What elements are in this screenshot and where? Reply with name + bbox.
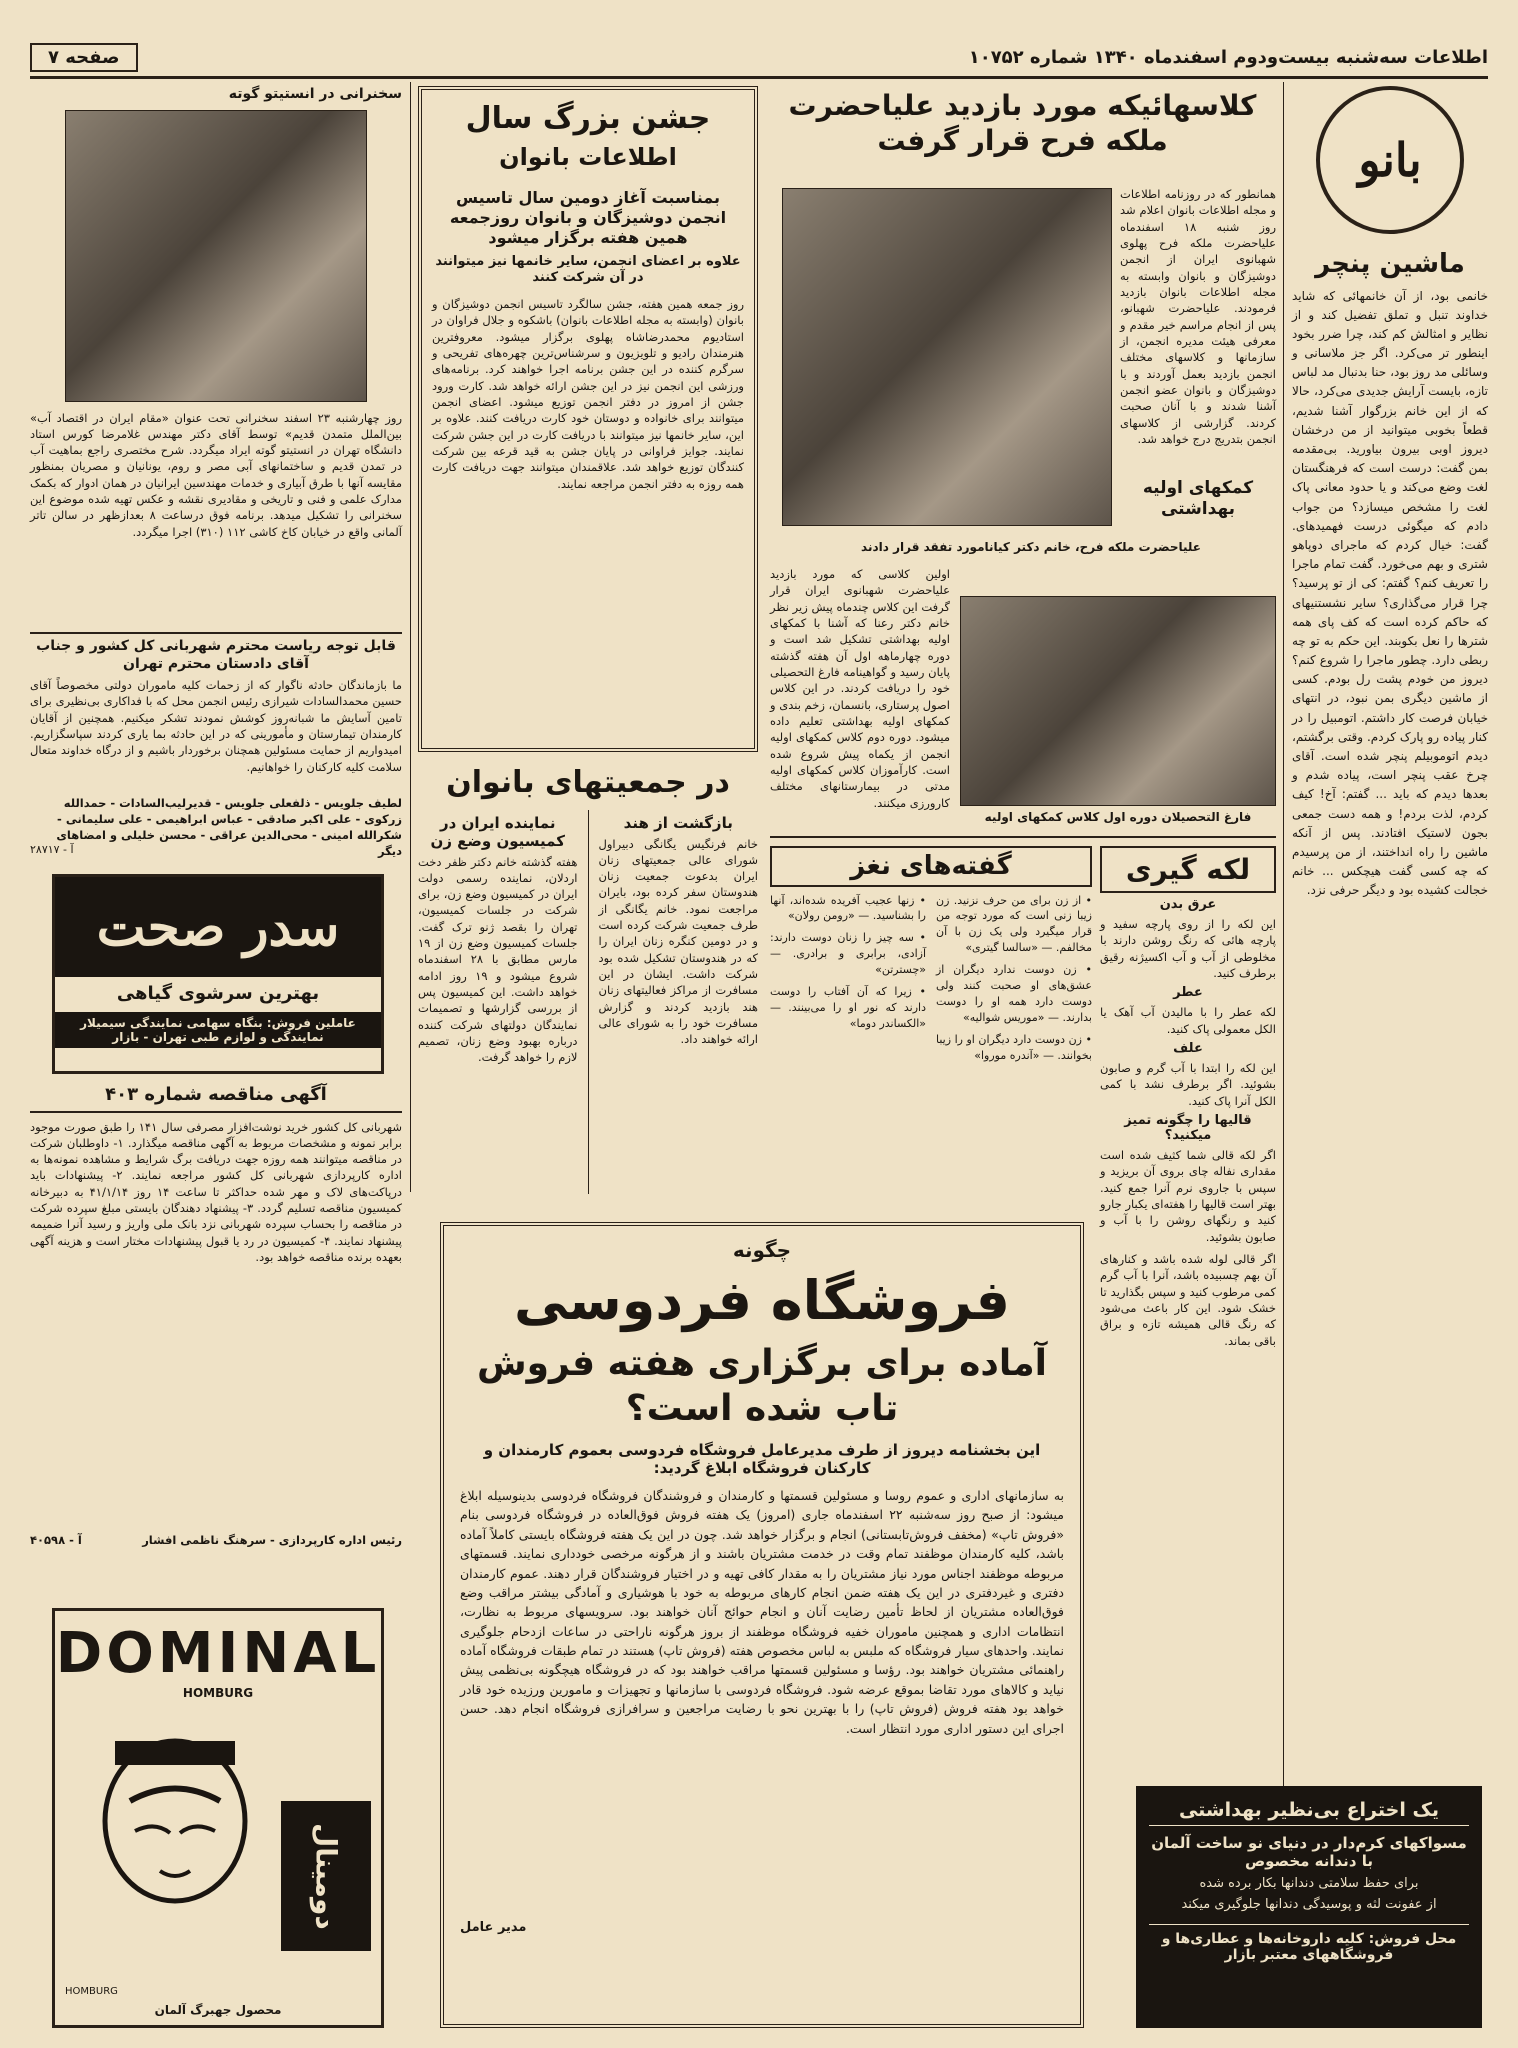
ferdowsi-body: به سازمانهای اداری و عموم روسا و مسئولین قسمتها و کارمندان و فروشندگان فروشگاه فردوسی بدینوسیله ابلاغ میشود: از صبح روز سه‌شنبه ۲۲ اسفندماه جاری (امروز) یک هفته فروش فوق‌العاده در فروشگاه فردوسی بنام «فروش تاپ» (مخفف فروش‌تابستانی) انجام و برگزار خواهد شد. چون در این یک هفته فروشگاه بایستی کاملاً آماده باشد، کلیه کارمندان موظفند تمام وقت در خدمت مشتریان باشند و از هرگونه مرخصی خودداری نمایند. قسمتهای مربوطه موظفند اجناس مورد نیاز مشتریان را به مقدار کافی تهیه و در اختیار فروشندگان قرار دهند. عموم کارمندان دفتری و غیردفتری در این یک هفته ضمن انجام کارهای مربوطه به خود با هوشیاری و آمادگی بیشتر مراقب وضع فوق‌العاده مشتریان از لحاظ تأمین رضایت آنان و انجام حوائج آنان خواهند بود. سرویسهای مربوط به نظارت، انتظامات اداری و همچنین ماموران خفیه فروشگاه موظفند از بروز هرگونه ناراحتی در ساعات ازدحام جلوگیری نمایند. واحدهای سیار فروشگاه که ملبس به لباس مخصوص هفته (فروش تاپ) هستند در تمام طبقات فروشگاه آماده راهنمائی مشتریان خواهند بود. رؤسا و مسئولین قسمتها مراقب خواهند بود که در فروشگاه هیچگونه بی‌نظمی پیش نیاید و کالاهای مورد تقاضا بموقع عرضه شود. فروشگاه فردوسی با سازمانها و تجهیزات و مامورین ورزیده خود قادر خواهد بود هفته فروش (فروش تاپ) را با بهترین نحو با رضایت مراجعین و سرافرازی فروشگاه انجام دهد. حسن اجرای این دستور اداری مورد انتظار است. bbox=[460, 1488, 1064, 1736]
dominal-sub: HOMBURG bbox=[182, 1686, 254, 1700]
thanks-body: ما بازماندگان حادثه ناگوار که از زحمات کلیه ماموران دولتی مخصوصاً آقای حسین محمدالسادات شیرازی رئیس انجمن محل که با فداکاری بی‌نظیری برای تامین آسایش ما شبانه‌روز کوشش نمودند تشکر میکنیم. همچنین از آقایان کارمندان تیمارستان و مأمورینی که در این حادثه بما یاری کردند سپاسگزاریم. امیدواریم از حمایت مسئولین همچنان برخوردار باشیم و از درگاه خداوند متعال سلامت کلیه کارکنان را خواهانیم. bbox=[30, 678, 402, 774]
farah-title-line2: ملکه فرح قرار گرفت bbox=[877, 124, 1168, 157]
jamiat-col-india bbox=[599, 810, 759, 1194]
toothbrush-line4: از عفونت لثه و پوسیدگی دندانها جلوگیری میکند bbox=[1181, 1897, 1437, 1912]
stain-grass-body: این لکه را ابتدا با آب گرم و صابون بشوئید. اگر برطرف نشد با کمی الکل آنرا پاک کنید. bbox=[1100, 1060, 1276, 1108]
masthead-bar bbox=[30, 40, 1488, 74]
section-rule bbox=[770, 836, 1276, 838]
jamiat-col-commission bbox=[418, 810, 578, 1194]
jamiat-section bbox=[418, 764, 758, 1204]
stain-sub-carpet: قالیها را چگونه تمیز میکنید؟ bbox=[1124, 1112, 1252, 1143]
tender-footer-row bbox=[30, 1533, 402, 1547]
jamiat-col1-title: نماینده ایران در کمیسیون وضع زن bbox=[430, 813, 565, 850]
ferdowsi-line3: تاب شده است؟ bbox=[625, 1387, 899, 1429]
lecture-body: روز چهارشنبه ۲۳ اسفند سخنرانی تحت عنوان «مقام ایران در اقتصاد آب» بین‌الملل متمدن قدیم» توسط آقای دکتر مهندس غلامرضا کورس استاد دانشگاه تهران در انستیتو گوته ایراد میگردد. شرح مختصری راجع بماهیت آب در تمدن قدیم و ساختمانهای آبی مصر و روم، یونانیان و مصریان بمنظور مقایسه آنها با طرق آبیاری و خدمات مهندسین ایرانیان در همان ادوار که بکمک مدارک علمی و فنی و تاریخی و مقادیری نقشه و عکس تهیه شده موضوع این سخنرانی را تشکیل میدهد. برنامه فوق درساعت ۸ بعدازظهر در سالن تاتر آلمانی واقع در خیابان کاخ کاشی ۱۱۲ (۳۱۰) اجرا میگردد. bbox=[30, 410, 403, 539]
banu-column bbox=[1292, 86, 1488, 1782]
toothbrush-line2: مسواکهای کرم‌دار در دنیای نو ساخت آلمان با دندانه مخصوص bbox=[1151, 1834, 1467, 1870]
dominal-face-illustration bbox=[75, 1721, 275, 1921]
lecture-section bbox=[30, 86, 402, 626]
jashn-subtitle: اطلاعات بانوان bbox=[499, 142, 677, 171]
jamiat-columns bbox=[418, 810, 758, 1194]
farah-headline bbox=[770, 88, 1275, 166]
dominal-ad bbox=[52, 1608, 384, 2028]
quote-item: • زنها عجیب آفریده شده‌اند، آنها را بشناسید. — «رومن رولان» bbox=[770, 893, 926, 923]
tender-notice bbox=[30, 1084, 402, 1596]
jashn-box bbox=[418, 86, 758, 752]
sadr-dealer-2: نمایندگی و لوازم طبی تهران - بازار bbox=[112, 1029, 324, 1044]
quote-item: • زن دوست دارد دیگران او را زیبا بخوانند. — «آندره موروا» bbox=[936, 1033, 1092, 1062]
thanks-code: آ - ۲۸۷۱۷ bbox=[30, 843, 74, 856]
tender-footer: رئیس اداره کارپردازی - سرهنگ ناظمی افشار bbox=[142, 1532, 402, 1547]
quote-item: • زن دوست ندارد دیگران از عشق‌های او صحبت کنند ولی دوست دارد همه او را دوست بدارند. — «موریس شوالیه» bbox=[936, 963, 1092, 1025]
lecture-title: سخنرانی در انستیتو گوته bbox=[228, 86, 402, 102]
quotes-title: گفته‌های نغز bbox=[770, 846, 1092, 887]
toothbrush-line3: برای حفظ سلامتی دندانها بکار برده شده bbox=[1199, 1876, 1419, 1891]
ferdowsi-lead: این بخشنامه دیروز از طرف مدیرعامل فروشگاه فردوسی بعموم کارمندان و کارکنان فروشگاه ابلاغ گردید: bbox=[483, 1440, 1041, 1478]
farah-photo-caption: علیاحضرت ملکه فرح، خانم دکتر کیانامورد تفقد قرار دادند bbox=[861, 540, 1201, 554]
firstaid-title: کمکهای اولیه بهداشتی bbox=[1142, 478, 1254, 520]
jashn-lead: بمناسبت آغاز دومین سال تاسیس انجمن دوشیزگان و بانوان روزجمعه همین هفته برگزار میشود bbox=[449, 187, 727, 247]
class-photo bbox=[960, 596, 1276, 806]
tender-body: شهربانی کل کشور خرید نوشت‌افزار مصرفی سال ۱۴۱ را طبق صورت موجود برابر نمونه و مشخصات مربوط به آگهی مناقصه میگذارد. ۱- داوطلبان شرکت در مناقصه میتوانند همه روزه جهت دریافت برگ شرایط و مشاهده نمونه‌ها به اداره کارپردازی شهربانی کل کشور مراجعه نمایند. ۲- پیشنهادات باید درپاکت‌های لاک و مهر شده حداکثر تا ساعت ۱۴ روز ۴۱/۱/۱۴ به دبیرخانه کمیسیون مناقصه تسلیم گردد. ۳- پیشنهاد دهندگان بایستی مبلغ سپرده شرکت در مناقصه را بحساب سپرده شهربانی نزد بانک ملی واریز و رسید آنرا ضمیمه پیشنهاد نمایند. ۴- کمیسیون در رد یا قبول پیشنهادات مختار است و هزینه آگهی بعهده برنده مناقصه خواهد بود. bbox=[30, 1119, 403, 1265]
dominal-sign: HOMBURG bbox=[65, 1986, 118, 1997]
banu-title: ماشین پنچر bbox=[1315, 249, 1465, 279]
jashn-sublead: علاوه بر اعضای انجمن، سایر خانمها نیز میتوانند در آن شرکت کنند bbox=[435, 253, 741, 285]
thanks-title: قابل توجه ریاست محترم شهربانی کل کشور و جناب آقای دادستان محترم تهران bbox=[36, 638, 396, 672]
column-rule bbox=[410, 82, 411, 1192]
ferdowsi-kicker: چگونه bbox=[732, 1238, 792, 1262]
dominal-bottom: محصول جهبرگ آلمان bbox=[154, 2003, 282, 2017]
stain-title: لکه گیری bbox=[1100, 846, 1276, 893]
page-number-box: صفحه ۷ bbox=[30, 43, 138, 72]
quote-item: • زیرا که آن آفتاب را دوست دارند که نور او را می‌بینند. — «الکساندر دوما» bbox=[770, 985, 926, 1031]
sadr-dealer-1: عاملین فروش: بنگاه سهامی نمایندگی سیمیلار bbox=[80, 1015, 356, 1030]
ferdowsi-sign: مدیر عامل bbox=[460, 1920, 527, 1935]
stain-carpet-body: اگر لکه قالی شما کثیف شده است مقداری نفاله چای بروی آن بریزید و سپس با جاروی نرم آنرا جمع کنید. بهتر است قالیها را هفته‌ای یکبار جارو کنید و رنگهای روشن را با آب و صابون بشوئید. bbox=[1100, 1147, 1276, 1244]
quotes-list bbox=[770, 893, 1092, 1064]
dominal-fa-name: دومینال bbox=[281, 1801, 371, 1951]
stain-perfume-body: لکه عطر را با مالیدن آب آهک یا الکل معمولی پاک کنید. bbox=[1100, 1005, 1276, 1036]
quote-item: • از زن برای من حرف نزنید. زن زیبا زنی است که مورد توجه من قرار میگیرد ولی یک زن با آن مخالفم. — «سالسا گیتری» bbox=[936, 893, 1092, 955]
stain-sub-grass: علف bbox=[1173, 1040, 1203, 1056]
toothbrush-line1: یک اختراع بی‌نظیر بهداشتی bbox=[1149, 1799, 1469, 1826]
thanks-signatures: لطیف جلویس - ذلفعلی جلویس - قدیرلیب‌السادات - حمدالله زرکوی - علی اکبر صادقی - عباس ابراهیمی - علی سلیمانی - شکرالله امینی - محی‌الدین عراقی - محسن خلیلی و امضاهای دیگر bbox=[56, 796, 402, 859]
class-photo-caption: فارغ التحصیلان دوره اول کلاس کمکهای اولیه bbox=[984, 810, 1252, 824]
stain-carpet-body-2: اگر قالی لوله شده باشد و کنارهای آن بهم چسبیده باشد، آنرا با آب گرم کمی مرطوب کنید و سپس بگذارید تا خشک شود. این کار باعث می‌شود که رنگ قالی همیشه تازه و براق باقی بماند. bbox=[1100, 1251, 1276, 1348]
firstaid-body: اولین کلاسی که مورد بازدید علیاحضرت شهبانوی ایران قرار گرفت این کلاس چندماه پیش زیر نظر خانم دکتر رعنا که آشنا با کمکهای اولیه بهداشتی تشکیل شد است و دوره چهارماهه اول آن هفته گذشته پایان رسید و گواهینامه فارغ التحصیلی خود را دریافت کردند. در این کلاس اصول پرستاری، بانسمان، زخم بندی و کمکهای اولیه بهداشتی تعلیم داده میشود. دوره دوم کلاس کمکهای اولیه انجمن از یکماه پیش شروع شده است. کارآموزان کلاس کمکهای اولیه مدتی در بیمارستانهای مختلف کارورزی میکنند. bbox=[769, 567, 950, 810]
toothbrush-ad bbox=[1136, 1786, 1482, 2028]
tender-title: آگهی مناقصه شماره ۴۰۳ bbox=[30, 1084, 402, 1113]
banu-body: خانمی بود، از آن خانمهائی که شاید خداوند تنبل و تملق تفضیل کند و از نظایر و امثالش کم کند، چرا ضرر بخود اینطور تر می‌کرد. اگر جز ملاسانی و وسائلی مد روز بود، حنا بدنبال مد لباس تازه، بایست آرایش جدیدی می‌کرد، حالا که از این خانم بزرگوار آشنا شدیم، قطعاً بخوبی میتوانید از من درخشان دیروز اوبی بیرون بیاورید. بی‌مقدمه بمن گفت: درست است که فرهنگستان لغت وضع می‌کند و یا حدود معانی پاک لغت را مشخص میسازد؟ من جواب دادم که میگوئی درست فهمیدهای. گفت: خیال کردم که ماجرای دوپاهو شتری و بهم می‌خورد. گفت تمام ماجرا را تعریف کنم؟ گفتم: کی از تو پرسید؟ چرا قرار می‌گذاری؟ سایر نشستنیهای که حاکم کرده است که کف پای همه شتر‌ها را نعل بکوبند. این حکم به تو چه ربطی دارد. چطور ماجرا را شروع کنم؟ دیروز من خودم پشت رل بودم. کسی از ماشین دیگری بمن نبود، در انتهای خیابان فرصت کار داشتم. اتومبیل را در کنار پیاده رو پارک کردم. وقتی برگشتم، دیدم اتوموبیلم پنچر شده است. آقای چرخ عقب پنچر است، پیاده شدم و بعدها دیدم که باید ... گفتم: آخ! کیف کردم، لذت بردم! و همه دست جمعی بجون لاستیک افتادند. پس از آنکه ماشین را راه انداختند، از من پرسیدم که چه کسی گفت هیچکس ... خانم خجالت کشیده بود و دیگر حرفی نزد. bbox=[1292, 288, 1488, 898]
quote-item: • سه چیز را زنان دوست دارند: آزادی، برابری و برادری. — «چسترتن» bbox=[770, 931, 926, 977]
stain-sub-sweat: عرق بدن bbox=[1159, 897, 1217, 912]
sadr-title: سدر صحت bbox=[55, 877, 381, 977]
column-rule bbox=[1283, 82, 1284, 1792]
stain-removal-section bbox=[1100, 846, 1276, 1766]
quotes-section bbox=[770, 846, 1092, 1202]
sadr-sehat-ad bbox=[52, 874, 384, 1074]
jashn-body: روز جمعه همین هفته، جشن سالگرد تاسیس انجمن دوشیزگان و بانوان (وابسته به مجله اطلاعات بانوان) باشکوه و جلال فراوان در استادیوم محمدرضاشاه پهلوی برگزار میشود. معروفترین هنرمندان رادیو و تلویزیون و سرشناس‌ترین چهره‌های تفریحی و سرگرم کننده در این جشن برنامه اجرا خواهند کرد. برنامه‌های ورزشی این انجمن نیز در این جشن ارائه خواهد شد. کارت ورود جشن از امروز در دفتر انجمن توزیع میشود. اعضای انجمن میتوانند برای خانواده و دوستان خود کارت دریافت کنند. علاوه بر این، سایر خانمها نیز میتوانند با دریافت کارت در این جشن شرکت نمایند. جوایز فراوانی در پایان جشن به قید قرعه بین شرکت کنندگان توزیع خواهد شد. علاقمندان میتوانند جهت دریافت کارت همه روزه به دفتر انجمن مراجعه نمایند. bbox=[432, 297, 744, 491]
stain-sub-perfume: عطر bbox=[1173, 985, 1203, 1001]
lecturer-photo bbox=[65, 110, 367, 402]
jashn-title: جشن بزرگ سال bbox=[465, 101, 711, 136]
tender-code: آ - ۴۰۵۹۸ bbox=[30, 1532, 82, 1547]
sadr-tagline: بهترین سرشوی گیاهی bbox=[116, 983, 320, 1004]
toothbrush-line5: محل فروش: کلیه داروخانه‌ها و عطاری‌ها و فروشگاههای معتبر بازار bbox=[1149, 1924, 1469, 1963]
header-rule bbox=[30, 76, 1488, 79]
ferdowsi-line2: آماده برای برگزاری هفته فروش bbox=[477, 1342, 1047, 1384]
section-rule bbox=[30, 632, 402, 634]
farah-intro: همانطور که در روزنامه اطلاعات و مجله اطلاعات بانوان اعلام شد روز شنبه ۱۸ اسفندماه علیاحضرت ملکه فرح پهلوی شهبانوی ایران از انجمن دوشیزگان و بانوان وابسته به مجله اطلاعات بانوان بازدید فرمودند. علیاحضرت شهبانو، پس از انجام مراسم خیر مقدم و معرفی هیئت مدیره انجمن، از سازمانها و کلاسهای مختلف انجمن بازدید بعمل آوردند و با دوشیزگان و بانوان عضو انجمن آشنا شدند و با آنان صحبت کردند. گزارشی از کلاسهای انجمن بتدریج درج خواهد شد. bbox=[1120, 187, 1277, 446]
stain-sweat-body: این لکه را از روی پارچه سفید و پارچه هائی که رنگ روشن دارند با مخلوطی از آب و آب اکسیژنه رقیق برطرف کنید. bbox=[1100, 917, 1276, 980]
sadr-dealer bbox=[55, 1012, 381, 1048]
banu-logo: بانو bbox=[1316, 86, 1464, 234]
dominal-brand: DOMINAL bbox=[55, 1621, 381, 1686]
masthead-text: اطلاعات سه‌شنبه بیست‌ودوم اسفندماه ۱۳۴۰ شماره ۱۰۷۵۲ bbox=[968, 46, 1488, 68]
jamiat-col2-title: بازگشت از هند bbox=[623, 813, 733, 832]
jamiat-col1-body: هفته گذشته خانم دکتر ظفر دخت اردلان، نماینده رسمی دولت ایران در کمیسیون وضع زن، برای شرکت در جلسات کمیسیون، تهران را بقصد ژنو ترک گفت. جلسات کمیسیون وضع زن از ۱۹ مارس مطابق با ۲۸ اسفندماه شروع میشود و ۱۹ روز ادامه خواهد داشت. این کمیسیون پس از بررسی گزارشها و تصمیمات نمایندگان دولتهای شرکت کننده درباره بهبود وضع زنان، تصمیم لازم را خواهد گرفت. bbox=[418, 854, 578, 1065]
column-rule bbox=[588, 810, 589, 1194]
ferdowsi-box bbox=[440, 1222, 1084, 2028]
jamiat-col2-body: خانم فرنگیس یگانگی دبیراول شورای عالی جمعیتهای زنان ایران بدعوت جمعیت زنان هندوستان سفر کرده بود، بایران مراجعت نمود. خانم یگانگی از طرف جمعیت شرکت کرده است و در دومین کنگره زنان ایران را که در هندوستان تشکیل شده بود شرکت داشت. ایشان در این مسافرت از مراکز فعالیتهای زنان هند بازدید کردند و گزارش مسافرت خود را به شورای عالی ارائه خواهند داد. bbox=[598, 836, 758, 1047]
farah-title-line1: کلاسهائیکه مورد بازدید علیاحضرت bbox=[788, 89, 1257, 122]
thanks-notice bbox=[30, 638, 402, 864]
ferdowsi-title: فروشگاه فردوسی bbox=[514, 1269, 1010, 1332]
farah-visit-photo bbox=[782, 188, 1112, 526]
jamiat-title: در جمعیتهای بانوان bbox=[446, 765, 730, 800]
